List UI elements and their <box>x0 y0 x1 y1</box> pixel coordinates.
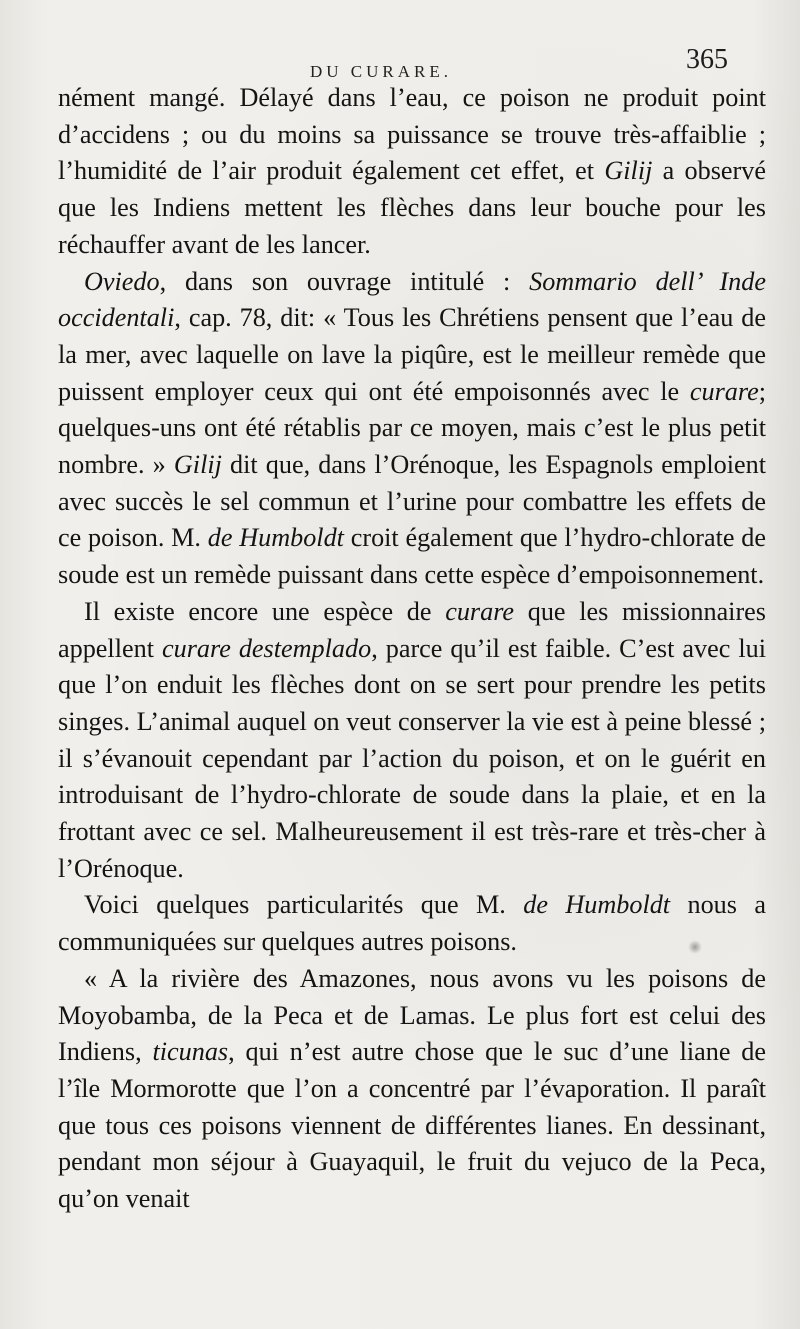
italic-text-run: curare <box>689 376 759 406</box>
italic-text-run: Sommario dell’ Inde occidentali <box>58 266 766 333</box>
text-run: , parce qu’il est faible. C’est avec lui que l’on enduit les flèches dont on se sert pour prendre les petits singes. L’animal auquel on veut conserver la vie est à peine blessé ; il s’évanouit cependant par l’action du poison, et on le guérit en introduisant de l’hydro-chlorate de soude dans la plaie, et en la frottant avec ce sel. Malheureusement il est très-rare et très-cher à l’Orénoque. <box>58 633 767 883</box>
text-run: « A la rivière des Amazones, nous avons vu les poisons de Moyobamba, de la Peca et de Lamas. Le plus fort est celui des Indiens, <box>58 963 766 1067</box>
paragraph-4 <box>58 887 766 960</box>
text-run: croit également que l’hydro-chlorate de soude est un remède puissant dans cette espèce d’empoisonnement. <box>58 523 767 590</box>
italic-text-run: Oviedo <box>84 266 160 296</box>
paragraph-1 <box>58 80 766 264</box>
paragraph-5 <box>58 961 766 1218</box>
text-run: Voici quelques particularités que M. <box>84 890 524 920</box>
paragraph-3 <box>58 594 766 888</box>
italic-text-run: curare destemplado <box>161 633 372 663</box>
text-run: que les missionnaires appellent <box>58 596 766 663</box>
italic-text-run: curare <box>445 596 515 626</box>
text-run: , qui n’est autre chose que le suc d’une liane de l’île Mormorotte que l’on a concentré par l’évaporation. Il paraît que tous ces poisons viennent de différentes lianes. En dessinant, pendant mon séjour à Guayaquil, le fruit du vejuco de la Peca, qu’on venait <box>58 1037 767 1214</box>
italic-text-run: Gilij <box>604 156 653 186</box>
italic-text-run: de Humboldt <box>207 523 344 553</box>
page-header <box>0 42 800 82</box>
text-run: nous a communiquées sur quelques autres poisons. <box>58 890 766 957</box>
text-run: dit que, dans l’Orénoque, les Espagnols emploient avec succès le sel commun et l’urine pour combattre les effets de ce poison. M. <box>58 450 766 553</box>
text-run: Il existe encore une espèce de <box>84 596 446 626</box>
paragraph-2 <box>58 264 766 594</box>
running-title: DU CURARE. <box>310 62 453 81</box>
body-text <box>58 80 766 1218</box>
text-run: nément mangé. Délayé dans l’eau, ce poison ne produit point d’accidens ; ou du moins sa puissance se trouve très-affaiblie ; l’humidité de l’air produit également cet effet, et <box>58 83 766 186</box>
text-run: , dans son ouvrage intitulé : <box>159 266 530 296</box>
italic-text-run: ticunas <box>152 1037 229 1067</box>
italic-text-run: Gilij <box>173 450 222 480</box>
page-number: 365 <box>686 44 728 75</box>
text-run: ; quelques-uns ont été rétablis par ce moyen, mais c’est le plus petit nombre. » <box>58 376 766 480</box>
italic-text-run: de Humboldt <box>523 890 671 920</box>
paper-stain <box>688 940 702 954</box>
text-run: , cap. 78, dit: « Tous les Chrétiens pensent que l’eau de la mer, avec laquelle on lave la piqûre, est le meilleur remède que puissent employer ceux qui ont été empoisonnés avec le <box>58 303 766 406</box>
text-run: a observé que les Indiens mettent les flèches dans leur bouche pour les réchauffer avant de les lancer. <box>58 156 766 259</box>
